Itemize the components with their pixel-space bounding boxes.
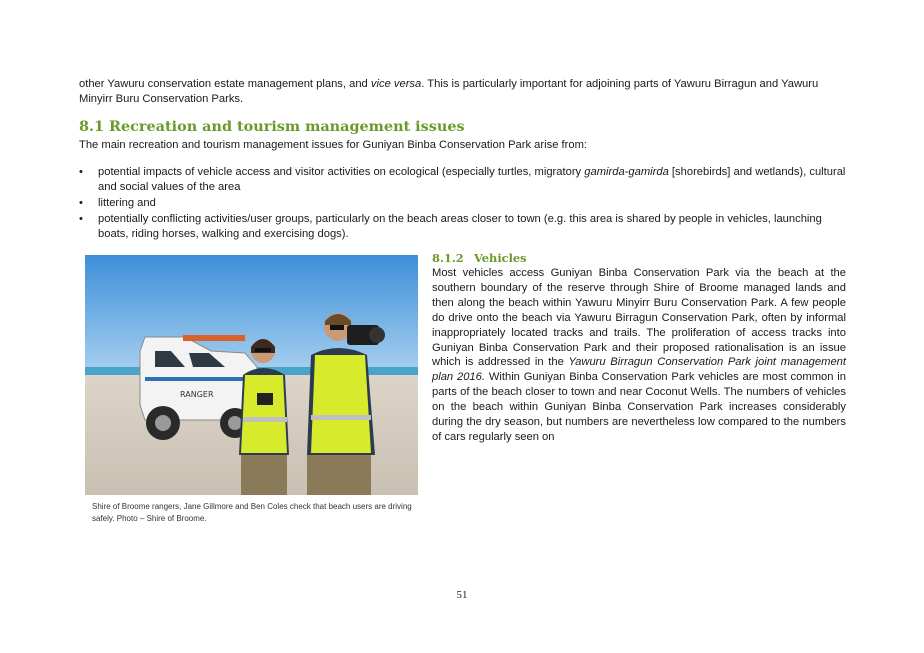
vehicles-text-italic: Yawuru Birragun Conservation Park joint management plan 2016. xyxy=(432,356,846,384)
bullet-text: potential impacts of vehicle access and visitor activities on ecological (especially turtles, migratory xyxy=(98,166,585,178)
intro-paragraph xyxy=(79,77,847,107)
intro-text-1: other Yawuru conservation estate management plans, and xyxy=(79,78,371,90)
bullet-icon: • xyxy=(79,197,83,209)
intro-text-2: . This is particularly important for adjoining parts of Yawuru Birragun and Yawuru Minyirr Buru Conservation Parks. xyxy=(79,78,819,105)
vehicles-paragraph xyxy=(432,266,846,445)
bullet-text: potentially conflicting activities/user groups, particularly on the beach areas closer to town (e.g. this area is shared by people in vehicles, launching boats, riding horses, walking and exercising dogs). xyxy=(98,213,822,240)
bullet-text: [shorebirds] and wetlands), cultural and social values of the area xyxy=(98,166,846,193)
bullet-icon: • xyxy=(79,166,83,178)
photo-caption: Shire of Broome rangers, Jane Gillmore and Ben Coles check that beach users are driving safely. Photo – Shire of Broome. xyxy=(92,502,412,523)
issues-list xyxy=(79,165,847,243)
subsection-heading xyxy=(432,251,527,265)
page-number: 51 xyxy=(456,589,468,601)
list-item xyxy=(79,165,847,195)
vehicles-text-1: Most vehicles access Guniyan Binba Conservation Park via the beach at the southern boundary of the reserve through Shire of Broome managed lands and then along the beach within Yawuru Minyirr Buru Conservation Park. A few people do drive onto the beach via Yawuru Birragun Conservation Park, often by informal inappropriately located tracks and trails. The proliferation of access tracks into Guniyan Binba Conservation Park and their proposed rationalisation is an issue which is addressed in the xyxy=(432,267,846,369)
list-item xyxy=(79,196,847,211)
subsection-title: Vehicles xyxy=(474,251,527,265)
bullet-icon: • xyxy=(79,213,83,225)
vehicles-text-2: Within Guniyan Binba Conservation Park vehicles are most common in parts of the beach closer to town and near Coconut Wells. The numbers of vehicles on the beach within Guniyan Binba Conservation Park increases considerably during the dry season, but numbers are nevertheless low compared to the numbers of cars regularly seen on xyxy=(432,371,846,443)
subsection-number: 8.1.2 xyxy=(432,251,464,265)
section-lead: The main recreation and tourism management issues for Guniyan Binba Conservation Park arise from: xyxy=(79,139,588,151)
list-item xyxy=(79,212,847,242)
rangers-photo xyxy=(85,255,418,495)
bullet-text: littering and xyxy=(98,197,156,209)
intro-text-italic: vice versa xyxy=(370,78,422,90)
section-heading: 8.1 Recreation and tourism management issues xyxy=(79,118,465,135)
bullet-text-italic: gamirda-gamirda xyxy=(584,166,669,178)
vehicle-label: RANGER xyxy=(180,390,214,399)
